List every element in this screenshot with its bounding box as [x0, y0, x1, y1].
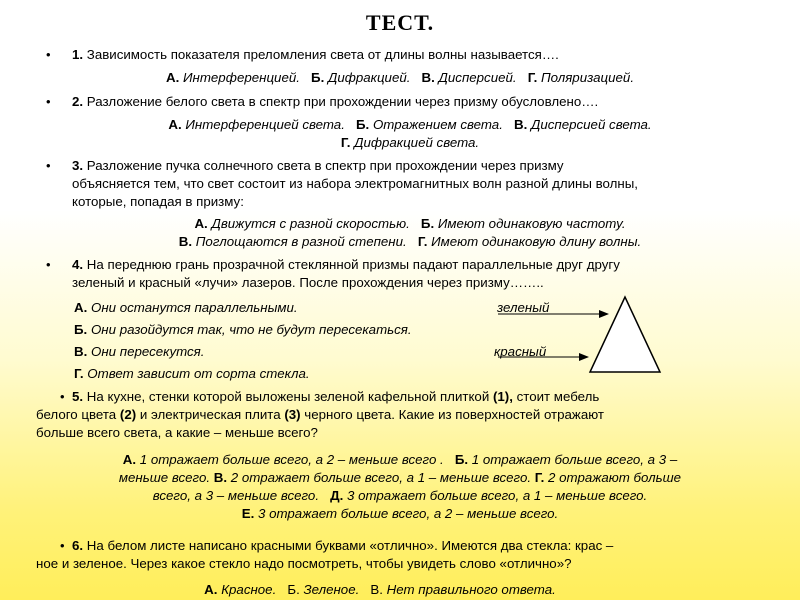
- question-5-line2: белого цвета (2) и электрическая плита (3) черного цвета. Какие из поверхностей отражают больше всего света, а какие – меньше всего?: [36, 407, 604, 440]
- answers-6: А. Красное. Б. Зеленое. В. Нет правильного ответа.: [204, 582, 556, 597]
- page-title: ТЕСТ.: [365, 10, 435, 35]
- question-6: 6. На белом листе написано красными буквами «отлично». Имеются два стекла: крас –: [72, 538, 614, 553]
- bullet-3: •: [46, 158, 51, 173]
- bullet-5: •: [60, 389, 65, 404]
- question-1: 1. Зависимость показателя преломления света от длины волны называется….: [72, 47, 559, 62]
- answers-5: А. 1 отражает больше всего, а 2 – меньше всего . Б. 1 отражает больше всего, а 3 – меньше всего. В. 2 отражает больше всего, а 1 – меньше всего. Г. 2 отражают больше всего, а 3 – меньше всего. Д. 3 отражает больше всего, а 1 – меньше всего. Е. 3 отражает больше всего, а 2 – меньше всего.: [118, 452, 682, 521]
- answers-3: А. Движутся с разной скоростью. Б. Имеют одинаковую частоту. В. Поглощаются в разной степени. Г. Имеют одинаковую длину волны.: [178, 216, 642, 249]
- answers-2: А. Интерференцией света. Б. Отражением света. В. Дисперсией света. Г. Дифракцией света.: [168, 117, 652, 150]
- green-ray-label: зеленый: [497, 300, 550, 315]
- bullet-6: •: [60, 538, 65, 553]
- question-6-line2: ное и зеленое. Через какое стекло надо посмотреть, чтобы увидеть слово «отлично»?: [36, 556, 572, 571]
- question-2: 2. Разложение белого света в спектр при прохождении через призму обусловлено….: [72, 94, 599, 109]
- bullet-2: •: [46, 94, 51, 109]
- prism-triangle: [590, 297, 660, 372]
- question-3: 3. Разложение пучка солнечного света в спектр при прохождении через призму объясняется тем, что свет состоит из набора электромагнитных волн разной длины волны, которые, попадая в призму:: [72, 158, 638, 209]
- answers-4: А. Они останутся параллельными. Б. Они разойдутся так, что не будут пересекаться. В. Они пересекутся. Г. Ответ зависит от сорта стекла.: [74, 300, 412, 381]
- question-5: 5. На кухне, стенки которой выложены зеленой кафельной плиткой (1), стоит мебель: [72, 389, 600, 404]
- bullet-1: •: [46, 47, 51, 62]
- question-4: 4. На переднюю грань прозрачной стеклянной призмы падают параллельные друг другу зеленый и красный «лучи» лазеров. После прохождения через призму……..: [72, 257, 620, 290]
- prism-diagram: [490, 285, 690, 385]
- red-ray-label: красный: [494, 344, 547, 359]
- bullet-4: •: [46, 257, 51, 272]
- answers-1: А. Интерференцией. Б. Дифракцией. В. Дисперсией. Г. Поляризацией.: [165, 70, 635, 85]
